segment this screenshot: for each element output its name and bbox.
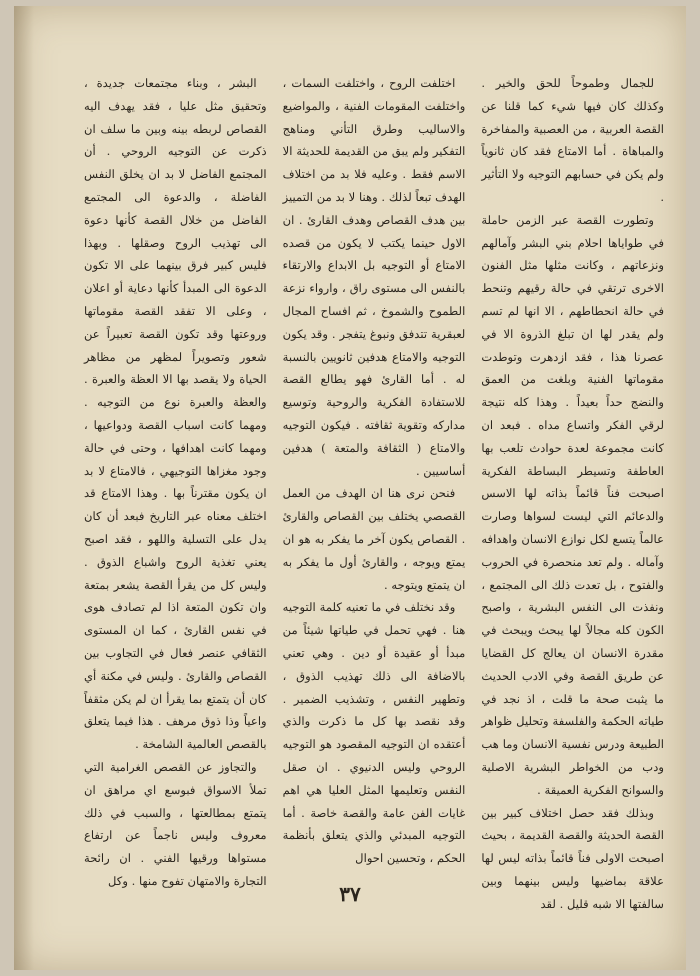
book-page (14, 6, 686, 970)
page-fold-shadow (14, 6, 34, 970)
page-number: ٣٧ (339, 882, 361, 906)
text-column-right (481, 72, 664, 911)
paragraph: للجمال وطموحاً للحق والخير . وكذلك كان فيها شيء كما قلنا عن القصة العربية ، من العصبية والمفاخرة والمباهاة . أما الامتاع فقد كان ثانوياً ولم يكن في حسابهم التوجيه ولا التأثير . (481, 76, 664, 204)
paragraph: اختلفت الروح ، واختلفت السمات ، واختلفت المقومات الفنية ، والمواضيع والاساليب وطرق التأني ومناهج التفكير ولم يبق من القديمة للحديثة الا الاسم فقط . وعليه فلا بد من اختلاف الهدف تبعاً لذلك . وهنا لا بد من التمييز بين هدف القصاص وهدف القارئ . ان الاول حينما يكتب لا يكون من قصده الامتاع أو التوجيه بل الابداع والارتقاء بالنفس الى مستوى راق ، وارواء نزعة الطموح والشموخ ، ثم افساح المجال لعبقرية تتدفق ونبوغ يتفجر . وقد يكون التوجيه والامتاع هدفين ثانويين بالنسبة له . أما القارئ فهو يطالع القصة للاستفادة الفكرية والروحية وتوسيع مداركه وتقوية ثقافته . فيكون التوجيه والامتاع ( الثقافة والمتعة ) هدفين أساسيين . (282, 76, 466, 478)
paragraph: وبذلك فقد حصل اختلاف كبير بين القصة الحديثة والقصة القديمة ، بحيث اصبحت الاولى فناً قائماً بذاته ليس لها علاقة بماضيها وليس بينهما وبين سالفتها الا شبه قليل . لقد (481, 805, 664, 911)
paragraph: وقد نختلف في ما تعنيه كلمة التوجيه هنا . فهي تحمل في طياتها شيئاً من مبدأ أو عقيدة أو دين . وهي تعني بالاضافة الى ذلك تهذيب الذوق ، وتطهير النفس ، وتشذيب الضمير . وقد نقصد بها كل ما ذكرت والذي أعتقده ان التوجيه المقصود هو التوجيه الروحي وليس الدنيوي . ان صقل النفس وتعليمها المثل العليا هي اهم غايات الفن عامة والقصة خاصة . أما التوجيه المبدئي والذي يتعلق بأنظمة الحكم ، وتحسين احوال (282, 600, 466, 866)
paragraph: والتجاوز عن القصص الغرامية التي تملأ الاسواق فبوسع اي مراهق ان يتمتع بمطالعتها ، والسبب في ذلك معروف وليس ناجماً عن ارتفاع مستواها ورقيها الفني . ان رائحة التجارة والامتهان تفوح منها . وكل (83, 759, 267, 888)
paragraph: فنحن نرى هنا ان الهدف من العمل القصصي يختلف بين القصاص والقارئ . القصاص يكون آخر ما يفكر به هو ان يمتع ويوجه ، والقارئ أول ما يفكر به ان يتمتع ويتوجه . (282, 486, 466, 592)
paragraph: البشر ، وبناء مجتمعات جديدة ، وتحقيق مثل عليا ، فقد يهدف اليه القصاص لربطه بينه وبين ما سلف ان ذكرت عن التوجيه الروحي . أن المجتمع الفاضل لا بد ان يخلق النفس الفاضلة ، والدعوة الى المجتمع الفاضل من خلال القصة كأنها دعوة الى تهذيب الروح وصقلها . وبهذا فليس كبير فرق بينهما على الا تكون الدعوة الى المبدأ كأنها دعاية أو اعلان ، وعلى الا تفقد القصة مقوماتها وروعتها وقد تكون القصة تعبيراً عن شعور وتصويراً لمظهر من مظاهر الحياة ولا يقصد بها الا العظة والعبرة . والعظة والعبرة نوع من التوجيه . ومهما كانت اسباب القصة ودواعيها ، ومهما كانت اهدافها ، وحتى في حالة وجود مغزاها التوجيهي ، فالامتاع لا بد ان يكون مقترناً بها . وهذا الامتاع قد اختلف معناه عبر التاريخ فبعد أن كان يدل على التسلية واللهو ، فقد اصبح يعني تغذية الروح واشباع الذوق . وليس كل من يقرأ القصة يشعر بمتعة وان تكون المتعة اذا لم تصادف هوى في نفس القارئ ، كما ان المستوى الثقافي عنصر فعال في التجاوب بين القصاص والقارئ . وليس في مكنة أي كان أن يتمتع بما يقرأ ان لم يكن مثقفاً واعياً وذا ذوق مرهف . هذا فيما يتعلق بالقصص العالمية الشامخة . (83, 76, 267, 752)
paragraph: وتطورت القصة عبر الزمن حاملة في طواياها احلام بني البشر وآمالهم ونزعاتهم ، وكانت مثلها مثل الفنون الاخرى ترتقي في حالة رقيهم وتنحط في حالة انحطاطهم ، الا انها لم تسم ولم يقدر لها ان تبلغ الذروة الا في عصرنا هذا ، فقد ازدهرت وتوطدت مقوماتها الفنية وبلغت من العمق والنضج حداً بعيداً . وهذا كله نتيجة لرقي الفكر واتساع مداه . فبعد ان كانت مجموعة لعدة حوادث تلعب بها العاطفة وتسيطر البساطة الفكرية اصبحت فناً قائماً بذاته لها الاسس والدعائم التي ليست لسواها وصارت عالماً يتسع لكل نوازع الانسان واهدافه وآماله . ولم تعد منحصرة في الحروب والفتوح ، بل تعدت ذلك الى المجتمع ، ونفذت الى النفس البشرية ، واصبح الكون كله مجالاً لها يبحث ويبحث في مقدرة الانسان ان يعالج كل القضايا عن طريق القصة وفي الادب الحديث ما يثبت صحة ما قلت ، اذ نجد في طياته الحكمة والفلسفة وتحليل ظواهر الطبيعة ودرس نفسية الانسان وما هب ودب من الخواطر البشرية الاصلية والسوانح الفكرية العميقة . (481, 212, 664, 797)
text-column-middle (283, 72, 466, 880)
text-column-left (83, 72, 267, 888)
